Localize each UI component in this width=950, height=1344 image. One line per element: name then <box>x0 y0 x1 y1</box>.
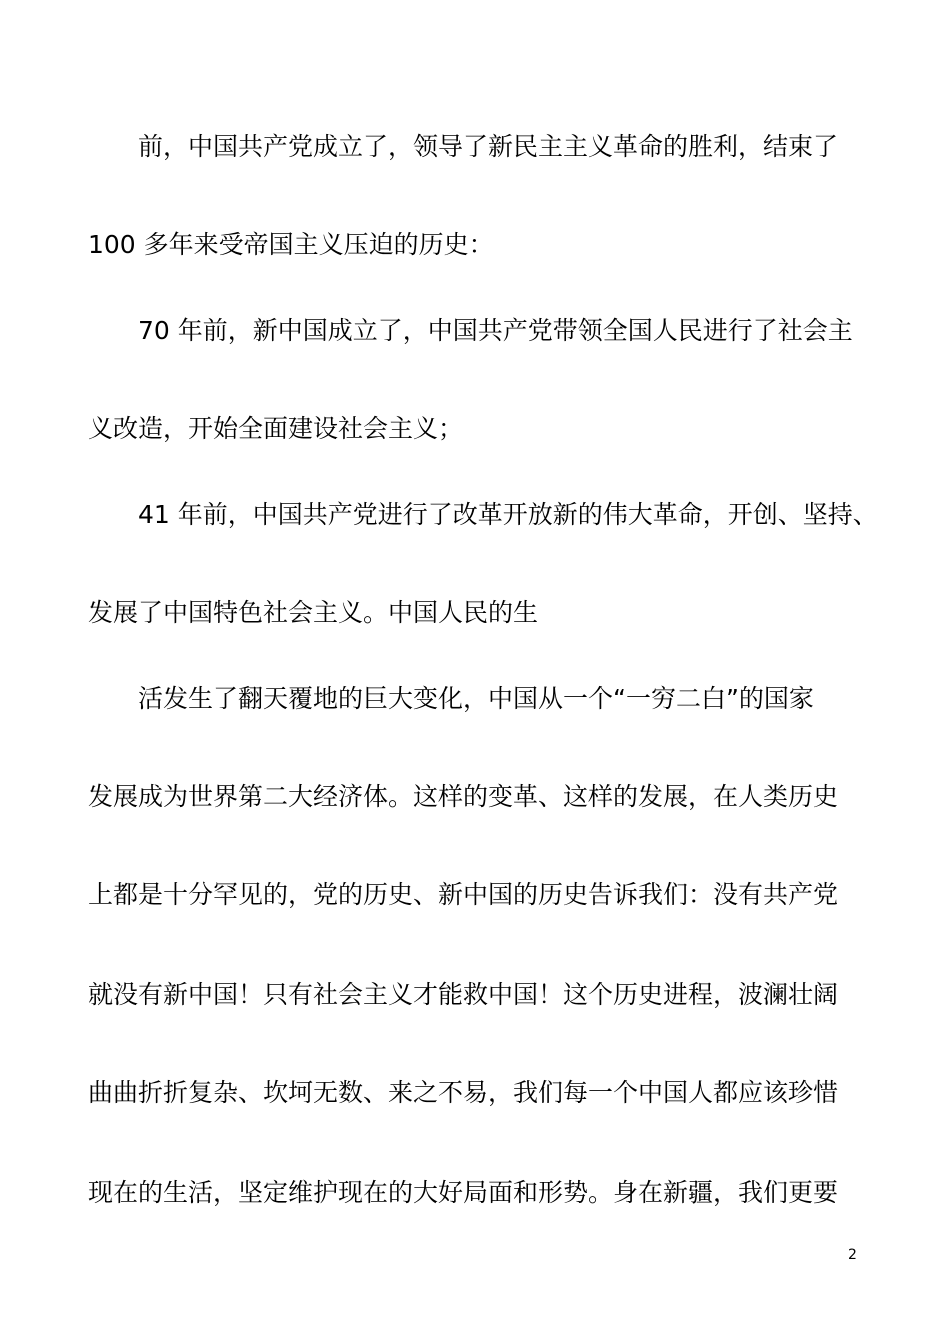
page-number: 2 <box>848 1247 857 1263</box>
text-line: 70 年前，新中国成立了，中国共产党带领全国人民进行了社会主 <box>138 316 853 345</box>
text-line: 义改造，开始全面建设社会主义； <box>88 414 464 443</box>
text-line: 上都是十分罕见的，党的历史、新中国的历史告诉我们：没有共产党 <box>88 880 839 909</box>
text-line: 就没有新中国！只有社会主义才能救中国！这个历史进程，波澜壮阔 <box>88 980 839 1009</box>
text-line: 曲曲折折复杂、坎坷无数、来之不易，我们每一个中国人都应该珍惜 <box>88 1078 839 1107</box>
text-line: 100 多年来受帝国主义压迫的历史： <box>88 230 494 259</box>
text-line: 前，中国共产党成立了，领导了新民主主义革命的胜利，结束了 <box>138 132 839 161</box>
text-line: 41 年前，中国共产党进行了改革开放新的伟大革命，开创、坚持、 <box>138 500 878 529</box>
text-line: 活发生了翻天覆地的巨大变化，中国从一个“一穷二白”的国家 <box>138 684 814 713</box>
text-line: 发展成为世界第二大经济体。这样的变革、这样的发展，在人类历史 <box>88 782 839 811</box>
text-line: 发展了中国特色社会主义。中国人民的生 <box>88 598 539 627</box>
text-line: 现在的生活，坚定维护现在的大好局面和形势。身在新疆，我们更要 <box>88 1178 839 1207</box>
